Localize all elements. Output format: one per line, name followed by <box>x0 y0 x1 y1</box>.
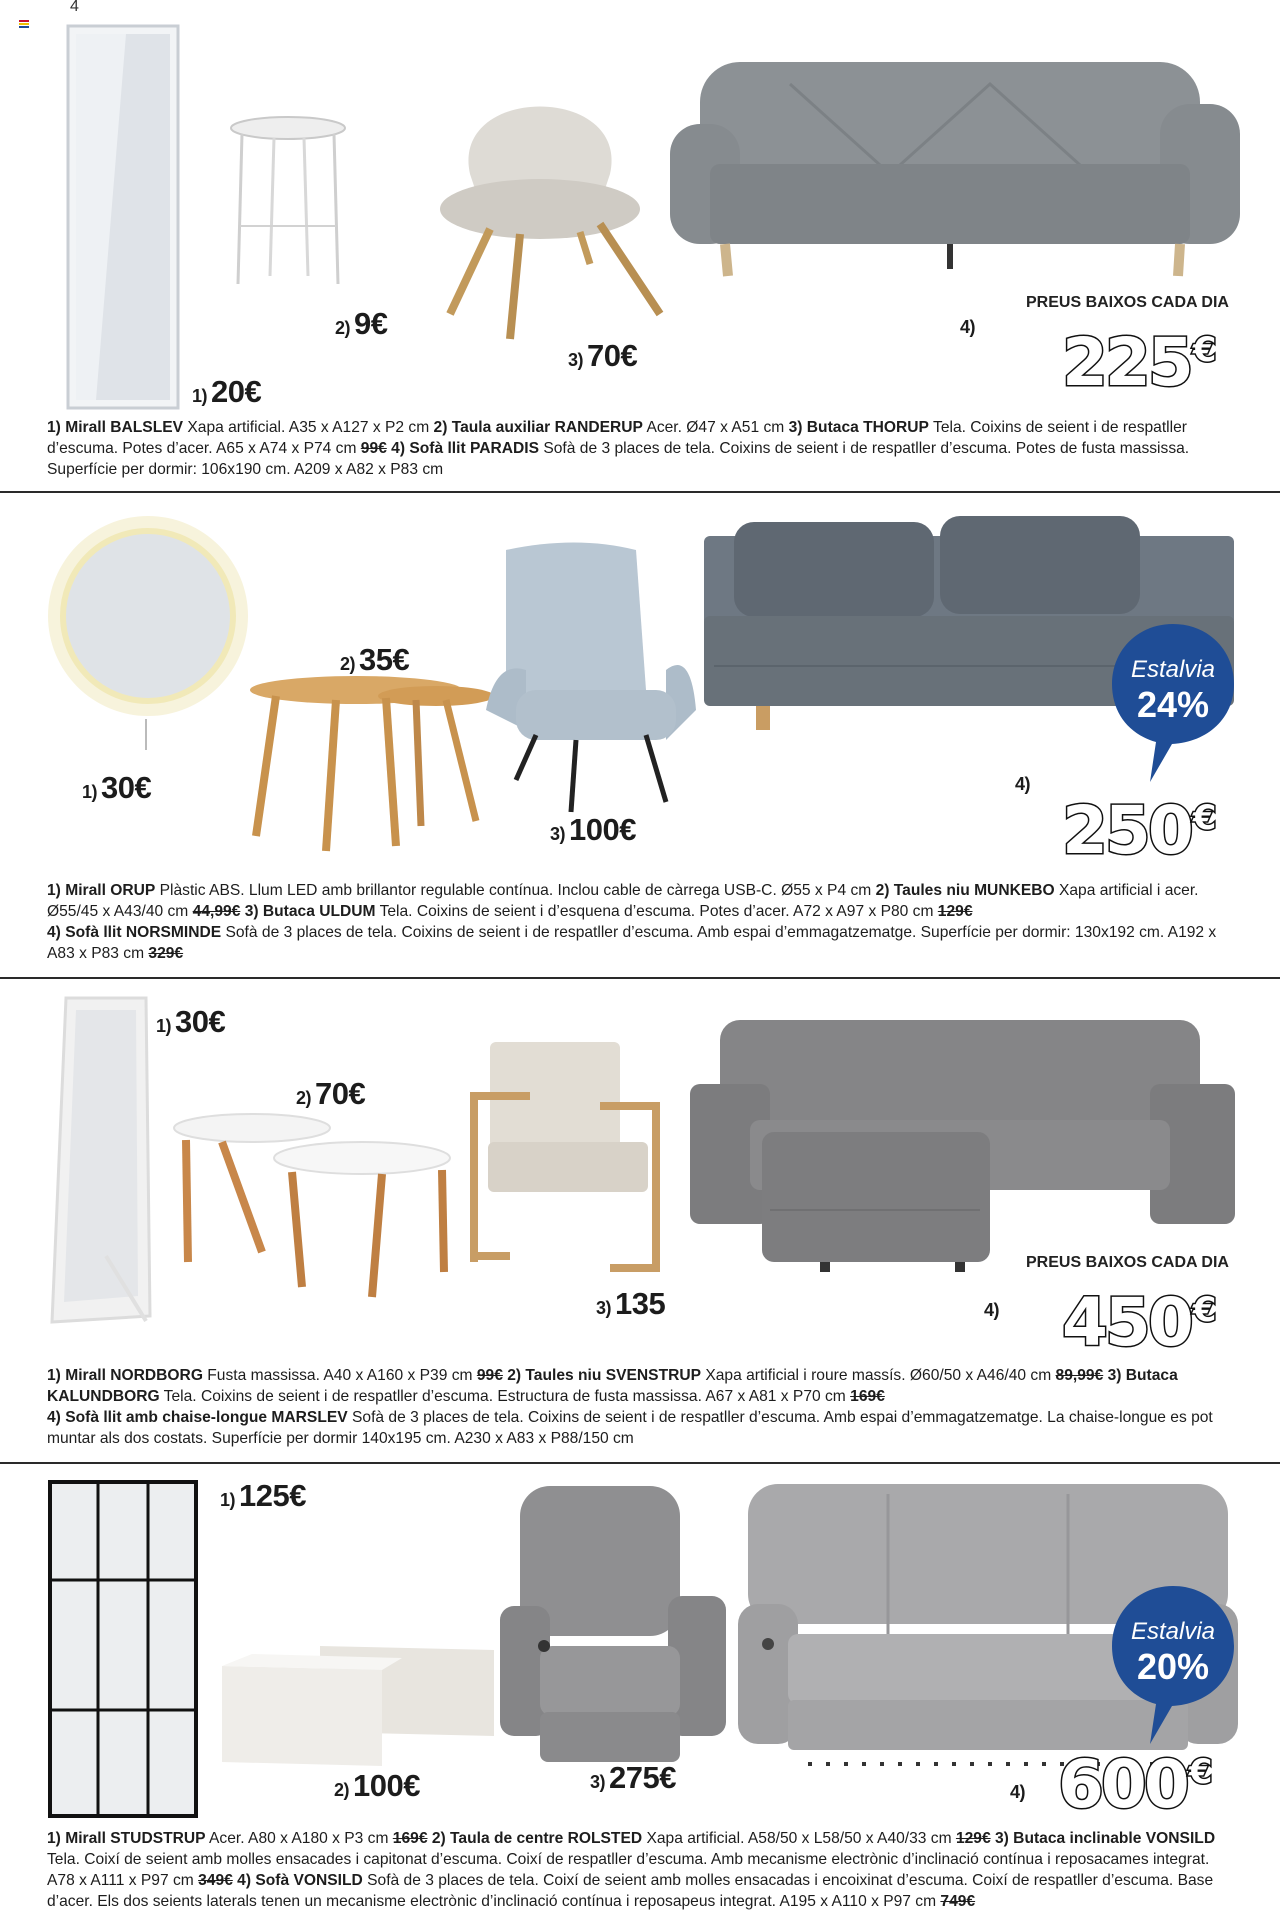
product-name: 1) Mirall STUDSTRUP <box>47 1830 206 1847</box>
description-text: Acer. A80 x A180 x P3 cm <box>205 1830 393 1847</box>
description-text: Acer. Ø47 x A51 cm <box>642 419 789 436</box>
armchair-uldum-image <box>486 540 696 820</box>
price-4-label: 4) <box>960 317 976 337</box>
big-price-sofa: 450€ <box>1062 1284 1217 1361</box>
product-name: 2) Taula de centre ROLSTED <box>431 1830 643 1847</box>
old-price: 99€ <box>360 440 387 457</box>
product-name: 2) Taules niu SVENSTRUP <box>507 1367 702 1384</box>
old-price: 169€ <box>850 1388 885 1405</box>
nesting-tables-svenstrup-image <box>172 1112 462 1302</box>
armchair-kalundborg-image <box>470 1042 680 1282</box>
page-number: 4 <box>70 0 79 15</box>
price-3: 3) 70€ <box>568 338 638 373</box>
description-text: Xapa artificial i roure massís. Ø60/50 x A46/40 cm <box>701 1367 1056 1384</box>
product-name: 3) Butaca KALUNDBORG <box>47 1367 1178 1405</box>
price-4-label: 4) <box>1010 1782 1026 1802</box>
mirror-orup-image <box>46 514 256 754</box>
old-price: 349€ <box>198 1872 233 1889</box>
product-name: 1) Mirall ORUP <box>47 882 156 899</box>
product-name: 4) Sofà llit PARADIS <box>391 440 540 457</box>
product-name: 2) Taules niu MUNKEBO <box>875 882 1055 899</box>
mirror-nordborg-image <box>46 996 156 1326</box>
description-text: Tela. Coixins de seient i d’esquena d’escuma. Potes d’acer. A72 x A97 x P80 cm <box>375 903 938 920</box>
description-text: Plàstic ABS. Llum LED amb brillantor regulable contínua. Inclou cable de càrrega USB-C. Ø55 x P4 cm <box>155 882 876 899</box>
price-2: 2) 100€ <box>334 1768 420 1803</box>
product-name: 3) Butaca ULDUM <box>244 903 376 920</box>
price-3: 3) 275€ <box>590 1760 676 1795</box>
description-text: Sofà de 3 places de tela. Coixins de seient i de respatller d’escuma. Potes de fusta massissa. Superfície per dormir: 106x190 cm. A209 x A82 x P83 cm <box>47 440 1190 478</box>
product-name: 1) Mirall BALSLEV <box>47 419 184 436</box>
price-3: 3) 135 <box>596 1286 666 1321</box>
price-4-label: 4) <box>984 1300 1000 1320</box>
price-3: 3) 100€ <box>550 812 636 847</box>
description-text: Tela. Coixins de seient i de respatller d’escuma. Potes d’acer. A65 x A74 x P74 cm <box>47 419 1187 457</box>
flag-icon <box>19 20 29 27</box>
product-name: 1) Mirall NORDBORG <box>47 1367 203 1384</box>
price-1: 1) 30€ <box>156 1004 226 1039</box>
mirror-balslev-image <box>66 24 186 412</box>
sofa-paradis-image <box>670 54 1240 288</box>
section-divider <box>0 491 1280 493</box>
description-text: Tela. Coixí de seient amb molles ensacades i capitonat d’escuma. Coixí de respatller d’escuma. Amb mecanisme electrònic d’inclinació contínua i reposacames integrat. A78 x A111 x P97 cm <box>47 1851 1210 1889</box>
everyday-low-price-label: PREUS BAIXOS CADA DIA <box>1026 1254 1229 1271</box>
old-price: 129€ <box>955 1830 991 1847</box>
product-description <box>47 1828 1237 1912</box>
big-price-sofa: 600€ <box>1058 1746 1213 1823</box>
armchair-thorup-image <box>430 64 670 344</box>
description-text: Sofà de 3 places de tela. Coixins de seient i de respatller d’escuma. Amb espai d’emmagatzematge. Superfície per dormir: 130x192 cm. A192 x A83 x P83 cm <box>47 924 1217 962</box>
section-divider <box>0 1462 1280 1464</box>
old-price: 749€ <box>940 1893 976 1910</box>
product-name: 4) Sofà VONSILD <box>237 1872 363 1889</box>
product-name: 4) Sofà llit NORSMINDE <box>47 924 222 941</box>
coffee-table-rolsted-image <box>222 1646 494 1770</box>
description-text: Sofà de 3 places de tela. Coixí de seient amb molles ensacadas i encoixinat d’escuma. Coixí de respatller d’escuma. Base d’acer. Els dos seients laterals tenen un mecanisme electrònic d’inclinació contínua i reposapeus integrat. A195 x A110 x P97 cm <box>47 1872 1214 1910</box>
everyday-low-price-label: PREUS BAIXOS CADA DIA <box>1026 294 1229 311</box>
big-price-sofa: 225€ <box>1062 324 1217 401</box>
mirror-studstrup-image <box>48 1480 200 1820</box>
old-price: 329€ <box>148 945 184 962</box>
corner-sofa-marslev-image <box>690 1020 1235 1280</box>
price-2: 2) 35€ <box>340 642 410 677</box>
big-price-sofa: 250€ <box>1062 792 1217 869</box>
old-price: 99€ <box>476 1367 503 1384</box>
price-2: 2) 9€ <box>335 306 388 341</box>
description-text: Tela. Coixins de seient i de respatller d’escuma. Estructura de fusta massissa. A67 x A81 x P70 cm <box>159 1388 851 1405</box>
old-price: 89,99€ <box>1055 1367 1104 1384</box>
description-text: Sofà de 3 places de tela. Coixins de seient i de respatller d’escuma. Amb espai d’emmagatzematge. La chaise-longue es pot muntar als dos costats. Superfície per dormir 140x195 cm. A230 x A83 x P88/150 cm <box>47 1409 1213 1447</box>
product-name: 4) Sofà llit amb chaise-longue MARSLEV <box>47 1409 348 1426</box>
section-divider <box>0 977 1280 979</box>
price-2: 2) 70€ <box>296 1076 366 1111</box>
product-description <box>47 1365 1237 1449</box>
nesting-tables-munkebo-image <box>246 676 496 856</box>
price-1: 1) 30€ <box>82 770 152 805</box>
old-price: 129€ <box>937 903 973 920</box>
description-text: Xapa artificial. A58/50 x L58/50 x A40/33 cm <box>642 1830 956 1847</box>
side-table-randerup-image <box>228 116 348 286</box>
price-1: 1) 20€ <box>192 374 262 409</box>
old-price: 169€ <box>392 1830 428 1847</box>
product-name: 3) Butaca THORUP <box>788 419 929 436</box>
description-text: Xapa artificial. A35 x A127 x P2 cm <box>183 419 434 436</box>
old-price: 44,99€ <box>192 903 241 920</box>
product-name: 3) Butaca inclinable VONSILD <box>994 1830 1216 1847</box>
product-description <box>47 880 1237 964</box>
price-4-label: 4) <box>1015 774 1031 794</box>
product-name: 2) Taula auxiliar RANDERUP <box>433 419 643 436</box>
discount-badge: Estalvia 24% <box>1112 622 1234 782</box>
recliner-vonsild-image <box>500 1486 726 1776</box>
discount-badge: Estalvia 20% <box>1112 1584 1234 1744</box>
description-text: Fusta massissa. A40 x A160 x P39 cm <box>202 1367 477 1384</box>
price-1: 1) 125€ <box>220 1478 306 1513</box>
product-description <box>47 417 1237 480</box>
description-text: Xapa artificial i acer. Ø55/45 x A43/40 cm <box>47 882 1199 920</box>
